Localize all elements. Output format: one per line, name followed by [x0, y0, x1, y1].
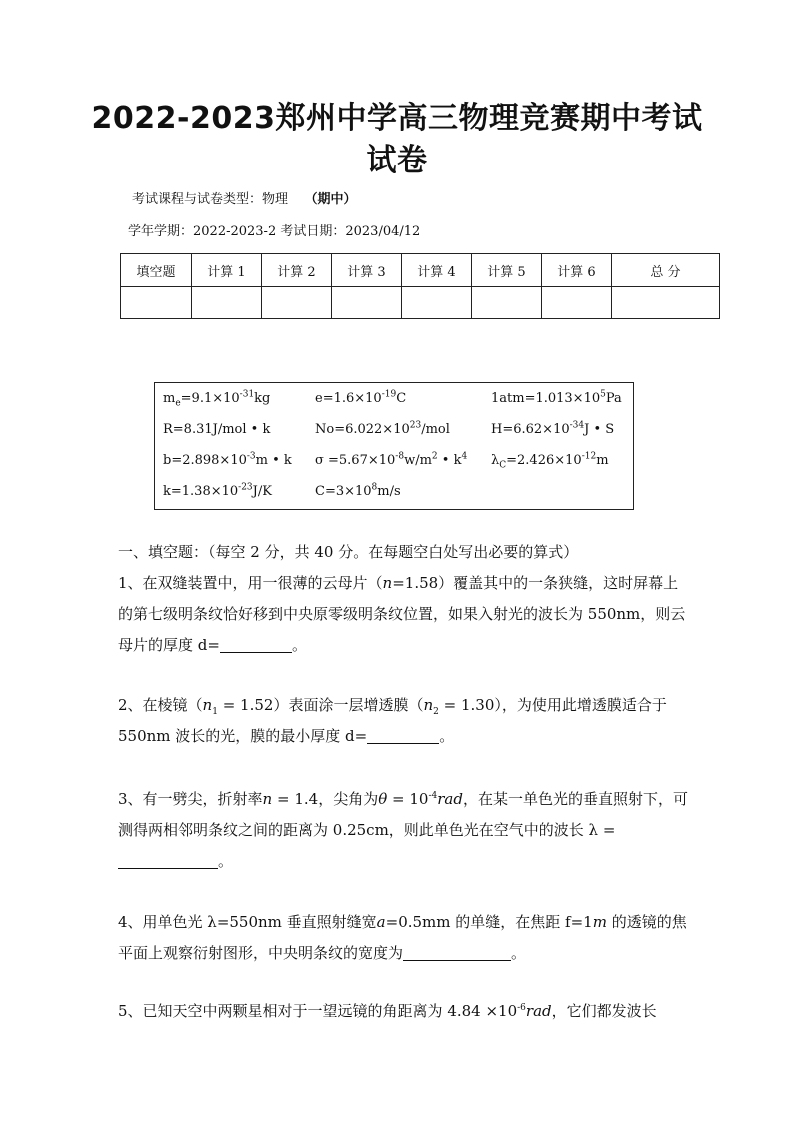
score-table [120, 253, 720, 319]
question-3: 3、有一劈尖，折射率n = 1.4，尖角为$\theta = 10^{-4}rad$，在某一单色光的垂直照射下，可测得两相邻明条纹之间的距离为 0.25cm，则此单色光在空气中的波长 λ =。 [118, 790, 688, 870]
term-info: 学年学期：2022-2023-2 考试日期：2023/04/12 [128, 224, 421, 239]
score-cell[interactable] [192, 287, 262, 319]
constants-row [155, 383, 633, 414]
course-type: （期中） [304, 192, 357, 207]
exam-title [0, 98, 794, 182]
score-cell[interactable] [542, 287, 612, 319]
score-header-cell: 计算 2 [262, 254, 332, 287]
score-header-cell: 计算 4 [402, 254, 472, 287]
constants-row [155, 476, 633, 507]
score-header-cell: 计算 1 [192, 254, 262, 287]
course-info [132, 191, 357, 209]
question-4: 4、用单色光 λ=550nm 垂直照射缝宽a=0.5mm 的单缝，在焦距 f=1m 的透镜的焦平面上观察衍射图形，中央明条纹的宽度为 。 [118, 913, 687, 962]
const-atm: $1atm=1.013\times 10^5Pa$ [491, 389, 622, 406]
score-header-cell: 计算 6 [542, 254, 612, 287]
question-5: 5、已知天空中两颗星相对于一望远镜的角距离为 $4.84 \times 10^{-6}rad$，它们都发波长 [118, 1002, 657, 1020]
const-electron-mass: $m_e=9.1\times 10^{-31}kg$ [163, 389, 271, 409]
score-header-cell: 总 分 [612, 254, 720, 287]
score-cell[interactable] [262, 287, 332, 319]
score-cell[interactable] [612, 287, 720, 319]
title-line-2: 试卷 [366, 143, 428, 178]
section-heading: 一、填空题：（每空 2 分，共 40 分。在每题空白处写出必要的算式） [118, 543, 579, 561]
const-stefan: $\sigma =5.67\times 10^{-8}w/m^2$ • $k^4$ [315, 451, 468, 468]
const-boltzmann: $k=1.38\times 10^{-23}J/K$ [163, 482, 272, 499]
score-cell[interactable] [332, 287, 402, 319]
score-cell[interactable] [121, 287, 192, 319]
const-compton: $\lambda_C=2.426\times 10^{-12}m$ [491, 451, 609, 471]
const-avogadro: $No=6.022\times 10^{23}$/mol [315, 420, 450, 437]
score-cell[interactable] [472, 287, 542, 319]
score-header-cell: 填空题 [121, 254, 192, 287]
score-cell[interactable] [402, 287, 472, 319]
score-header-row [121, 254, 720, 287]
course-label: 考试课程与试卷类型：物理 [132, 192, 289, 207]
score-header-cell: 计算 5 [472, 254, 542, 287]
constants-row [155, 445, 633, 476]
question-1: 1、在双缝装置中，用一很薄的云母片（n=1.58）覆盖其中的一条狭缝，这时屏幕上的第七级明条纹恰好移到中央原零级明条纹位置，如果入射光的波长为 550nm，则云母片的厚度 d= 。 [118, 574, 686, 654]
constants-box [154, 382, 634, 510]
answer-blank[interactable] [220, 636, 292, 653]
const-planck: $H=6.62\times 10^{-34}J$ • S [491, 420, 615, 437]
score-entry-row [121, 287, 720, 319]
constants-row [155, 414, 633, 445]
score-header-cell: 计算 3 [332, 254, 402, 287]
answer-blank[interactable] [403, 944, 511, 961]
answer-blank[interactable] [367, 727, 439, 744]
answer-blank[interactable] [118, 852, 218, 869]
const-wien: $b=2.898\times 10^{-3}m$ • k [163, 451, 292, 468]
const-electron-charge: $e=1.6\times 10^{-19}C$ [315, 389, 407, 406]
const-light-speed: $C=3\times 10^8m/s$ [315, 482, 401, 499]
title-line-1: 2022-2023郑州中学高三物理竞赛期中考试 [91, 101, 703, 136]
const-gas-constant: R=8.31J/mol • k [163, 422, 271, 437]
question-2: 2、在棱镜$(n_1 = 1.52)$表面涂一层增透膜$(n_2 = 1.30)$，为使用此增透膜适合于 550nm 波长的光，膜的最小厚度 d= 。 [118, 696, 667, 745]
